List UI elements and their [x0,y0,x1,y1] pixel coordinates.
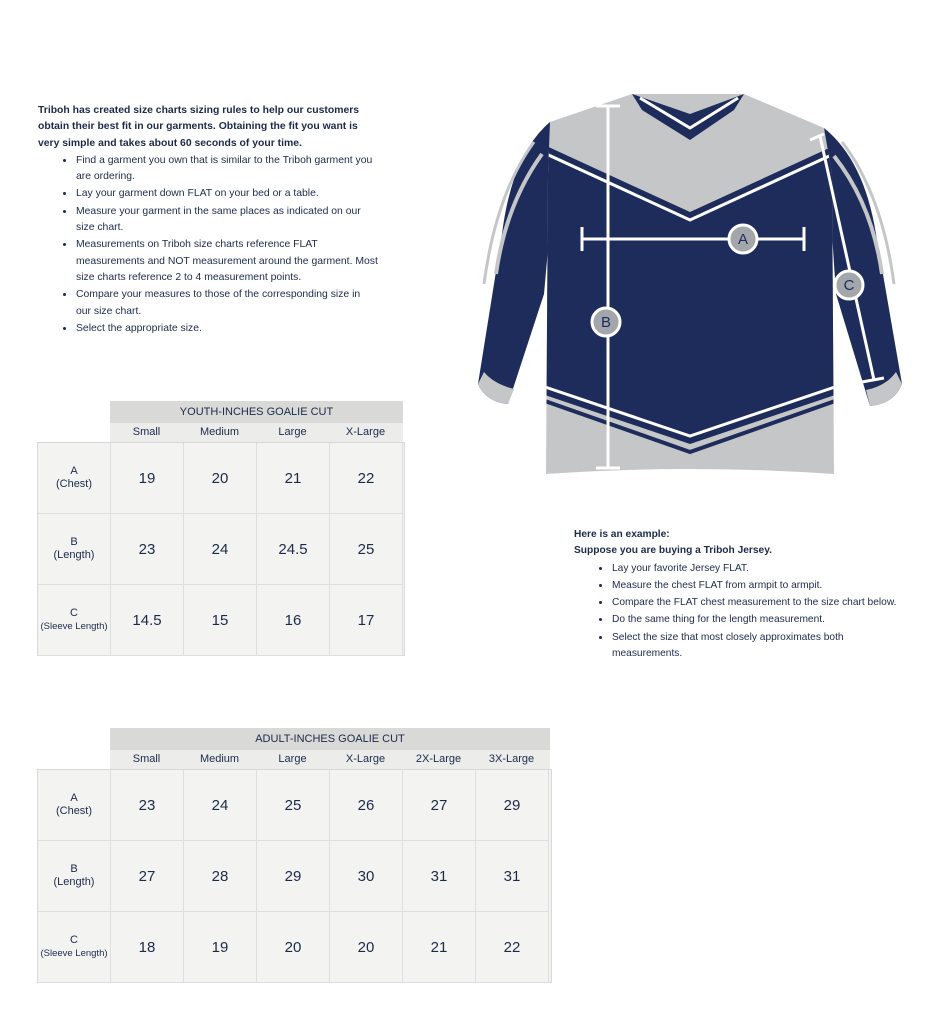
intro-text [38,103,378,337]
table-cell: 29 [476,770,549,841]
list-item: • Compare the FLAT chest measurement to the size chart below. [611,594,914,611]
chart-grid [37,769,552,983]
table-cell: 19 [111,443,184,514]
table-cell: 31 [476,841,549,912]
table-cell: 20 [257,912,330,983]
size-header: X-Large [345,426,386,438]
row-label: A (Chest) [38,443,111,514]
size-header: Small [132,753,161,765]
table-cell: 16 [257,585,330,656]
list-item: • Compare your measures to those of the corresponding size in our size chart. [75,286,378,320]
table-cell: 20 [184,443,257,514]
table-cell: 26 [330,770,403,841]
list-item: • Measurements on Triboh size charts reference FLAT measurements and NOT measurement around the garment. Most size charts reference 2 to 4 measurement points. [75,236,378,286]
svg-text:B: B [600,314,612,331]
size-headers [110,750,550,769]
table-cell: 28 [184,841,257,912]
row-label: A (Chest) [38,770,111,841]
list-item: • Measure your garment in the same places as indicated on our size chart. [75,203,378,237]
size-header: Medium [199,426,240,438]
table-cell: 30 [330,841,403,912]
list-item: • Measure the chest FLAT from armpit to armpit. [611,577,914,594]
table-cell: 17 [330,585,403,656]
size-header: Small [132,426,161,438]
table-cell: 15 [184,585,257,656]
table-cell: 19 [184,912,257,983]
right-sleeve [824,128,902,406]
intro-list [38,152,378,337]
chart-grid [37,442,405,656]
table-cell: 31 [403,841,476,912]
size-header: Medium [199,753,240,765]
chart-title: YOUTH-INCHES GOALIE CUT [110,401,403,423]
table-cell: 21 [403,912,476,983]
svg-text:C: C [843,277,855,294]
marker-b [592,308,620,336]
table-cell: 20 [330,912,403,983]
row-label: C (Sleeve Length) [38,912,111,983]
example-line-2: Suppose you are buying a Triboh Jersey. [574,545,772,557]
table-cell: 29 [257,841,330,912]
list-item: • Find a garment you own that is similar to the Triboh garment you are ordering. [75,152,378,186]
list-item: • Lay your garment down FLAT on your bed or a table. [75,185,378,202]
table-cell: 27 [111,841,184,912]
table-cell: 22 [476,912,549,983]
svg-text:A: A [737,231,749,248]
list-item: • Select the appropriate size. [75,320,378,337]
table-cell: 27 [403,770,476,841]
row-label: C (Sleeve Length) [38,585,111,656]
table-cell: 22 [330,443,403,514]
table-cell: 14.5 [111,585,184,656]
size-header: 2X-Large [415,753,462,765]
marker-a [729,225,757,253]
jersey-body [532,84,852,484]
example-list [574,560,914,663]
list-item: • Do the same thing for the length measurement. [611,611,914,628]
table-cell: 21 [257,443,330,514]
intro-heading: Triboh has created size charts sizing rules to help our customers obtain their best fit in our garments. Obtaining the fit you want is very simple and takes about 60 seconds of your time. [38,105,360,149]
table-cell: 23 [111,770,184,841]
jersey-diagram [472,84,908,484]
example-line-1: Here is an example: [574,529,670,540]
marker-c [835,271,863,299]
row-label: B (Length) [38,841,111,912]
left-sleeve [478,122,552,404]
list-item: • Select the size that most closely approximates both measurements. [611,629,914,663]
size-headers [110,423,403,442]
table-cell: 25 [257,770,330,841]
size-header: X-Large [345,753,386,765]
table-cell: 25 [330,514,403,585]
example-text [574,527,914,662]
row-label: B (Length) [38,514,111,585]
chart-title: ADULT-INCHES GOALIE CUT [110,728,550,750]
list-item: • Lay your favorite Jersey FLAT. [611,560,914,577]
size-header: 3X-Large [488,753,535,765]
size-header: Large [278,426,307,438]
table-cell: 24 [184,770,257,841]
table-cell: 24 [184,514,257,585]
size-header: Large [278,753,307,765]
table-cell: 18 [111,912,184,983]
table-cell: 23 [111,514,184,585]
table-cell: 24.5 [257,514,330,585]
